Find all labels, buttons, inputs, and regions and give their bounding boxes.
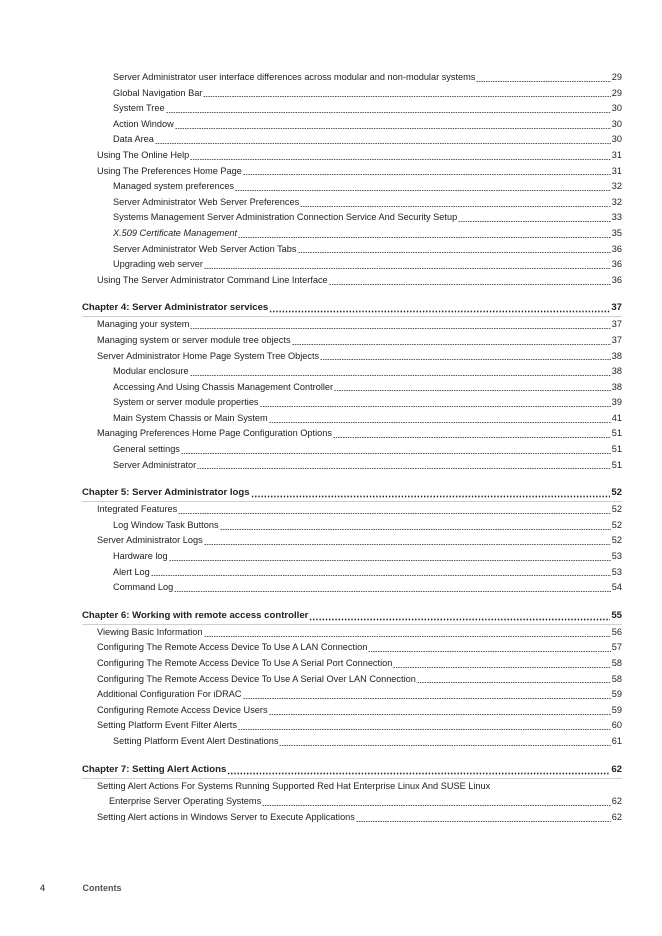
toc-entry-title: Setting Alert Actions For Systems Running Supported Red Hat Enterprise Linux And SUSE Linux <box>97 780 491 791</box>
toc-entry-title: General settings <box>113 444 180 455</box>
dot-leader <box>458 211 611 223</box>
dot-leader <box>279 735 610 747</box>
toc-entry[interactable] <box>82 179 622 195</box>
toc-entry[interactable] <box>82 565 622 581</box>
footer-label: Contents <box>82 883 122 893</box>
toc-entry[interactable] <box>82 533 622 549</box>
toc-entry[interactable] <box>82 273 622 289</box>
toc-entry-page-number: 29 <box>611 72 622 82</box>
toc-entry-title: System Tree <box>113 103 165 114</box>
dot-leader <box>269 704 611 716</box>
dot-leader <box>204 534 611 546</box>
toc-entry-page-number: 52 <box>611 535 622 546</box>
toc-entry-page-number: 62 <box>611 811 622 822</box>
toc-entry-title: Configuring The Remote Access Device To Use A Serial Over LAN Connection <box>97 673 416 684</box>
toc-entry[interactable] <box>82 86 622 102</box>
table-of-contents <box>82 70 622 825</box>
toc-entry-title: Setting Alert actions in Windows Server to Execute Applications <box>97 811 355 822</box>
toc-entry-title: Systems Management Server Administration Connection Service And Security Setup <box>113 212 458 223</box>
toc-entry[interactable] <box>82 364 622 380</box>
toc-entry-page-number: 60 <box>611 720 622 731</box>
dot-leader <box>320 350 611 362</box>
toc-entry-page-number: 38 <box>611 366 622 377</box>
dot-leader <box>190 365 611 377</box>
toc-entry[interactable] <box>82 257 622 273</box>
dot-leader <box>260 396 611 408</box>
dot-leader <box>175 118 611 130</box>
dot-leader <box>204 258 611 270</box>
toc-chapter-entry[interactable] <box>82 608 622 625</box>
dot-leader <box>334 381 611 393</box>
toc-entry-page-number: 36 <box>611 259 622 270</box>
toc-entry-page-number: 53 <box>611 566 622 577</box>
toc-entry-page-number: 58 <box>611 673 622 684</box>
toc-entry[interactable] <box>82 333 622 349</box>
dot-leader <box>243 688 611 700</box>
toc-entry[interactable] <box>82 164 622 180</box>
dot-leader <box>309 609 610 621</box>
toc-entry-title: Managing system or server module tree objects <box>97 334 291 345</box>
toc-entry-title: Main System Chassis or Main System <box>113 412 268 423</box>
toc-entry-page-number: 39 <box>611 397 622 408</box>
toc-entry-page-number: 56 <box>611 626 622 637</box>
toc-entry-title: Server Administrator user interface differences across modular and non-modular systems <box>113 72 476 82</box>
page-footer <box>40 883 122 893</box>
toc-entry-title: Integrated Features <box>97 504 178 515</box>
dot-leader <box>298 243 611 255</box>
dot-leader <box>356 811 611 823</box>
toc-entry-title: Global Navigation Bar <box>113 87 203 98</box>
toc-entry[interactable] <box>82 395 622 411</box>
toc-entry[interactable] <box>82 380 622 396</box>
toc-entry-page-number: 59 <box>611 704 622 715</box>
toc-entry-title: Accessing And Using Chassis Management Controller <box>113 381 334 392</box>
toc-entry-title: Configuring The Remote Access Device To Use A LAN Connection <box>97 642 368 653</box>
toc-entry-page-number: 29 <box>611 87 622 98</box>
dot-leader <box>262 795 611 807</box>
toc-entry-title: X.509 Certificate Management <box>113 227 238 238</box>
dot-leader <box>227 763 610 775</box>
toc-chapter-entry[interactable] <box>82 485 622 502</box>
toc-entry-page-number: 37 <box>611 302 622 314</box>
toc-entry-page-number: 32 <box>611 196 622 207</box>
toc-entry[interactable] <box>82 810 622 826</box>
toc-entry-title: Server Administrator <box>113 459 197 470</box>
toc-entry[interactable] <box>82 210 622 226</box>
toc-entry-title: Server Administrator Web Server Action Tabs <box>113 243 297 254</box>
toc-entry-page-number: 54 <box>611 582 622 593</box>
toc-entry-title: Configuring Remote Access Device Users <box>97 704 268 715</box>
toc-entry-page-number: 32 <box>611 181 622 192</box>
toc-entry-page-number: 62 <box>611 796 622 807</box>
dot-leader <box>368 641 610 653</box>
toc-entry-page-number: 37 <box>611 319 622 330</box>
dot-leader <box>238 227 611 239</box>
toc-entry[interactable] <box>82 411 622 427</box>
toc-entry-page-number: 36 <box>611 243 622 254</box>
toc-entry-title: Chapter 4: Server Administrator services <box>82 302 269 314</box>
toc-entry-page-number: 35 <box>611 227 622 238</box>
toc-entry-title: Server Administrator Web Server Preferences <box>113 196 300 207</box>
dot-leader <box>190 318 610 330</box>
toc-entry-page-number: 59 <box>611 689 622 700</box>
toc-entry-title: Server Administrator Logs <box>97 535 203 546</box>
toc-entry[interactable] <box>82 132 622 148</box>
toc-chapter-entry[interactable] <box>82 762 622 779</box>
toc-entry-title: Using The Server Administrator Command Line Interface <box>97 274 328 285</box>
toc-entry-page-number: 51 <box>611 444 622 455</box>
toc-entry[interactable] <box>82 687 622 703</box>
toc-entry-page-number: 52 <box>611 487 622 499</box>
toc-entry[interactable] <box>82 349 622 365</box>
toc-entry[interactable] <box>82 703 622 719</box>
toc-entry[interactable] <box>82 794 622 810</box>
toc-entry[interactable] <box>82 718 622 734</box>
toc-entry-title: System or server module properties <box>113 397 259 408</box>
toc-entry[interactable] <box>82 117 622 133</box>
toc-entry-title: Setting Platform Event Alert Destinations <box>113 735 279 746</box>
toc-entry[interactable] <box>82 672 622 688</box>
toc-entry-title: Modular enclosure <box>113 366 189 377</box>
toc-entry[interactable] <box>82 779 622 795</box>
toc-entry-title: Using The Preferences Home Page <box>97 165 242 176</box>
toc-entry-page-number: 36 <box>611 274 622 285</box>
toc-entry-page-number: 31 <box>611 165 622 176</box>
toc-entry-page-number: 61 <box>611 735 622 746</box>
dot-leader <box>203 87 610 99</box>
toc-entry-title: Configuring The Remote Access Device To Use A Serial Port Connection <box>97 658 393 668</box>
toc-entry[interactable] <box>82 70 622 86</box>
dot-leader <box>174 581 611 593</box>
dot-leader <box>197 459 611 471</box>
toc-entry-title: Upgrading web server <box>113 259 203 270</box>
toc-entry-title: Chapter 5: Server Administrator logs <box>82 487 250 499</box>
toc-entry[interactable] <box>82 101 622 117</box>
toc-entry-page-number: 62 <box>611 763 622 775</box>
dot-leader <box>155 133 611 145</box>
toc-entry-title: Additional Configuration For iDRAC <box>97 689 242 700</box>
toc-entry[interactable] <box>82 656 622 672</box>
toc-entry-title: Using The Online Help <box>97 149 190 160</box>
dot-leader <box>178 503 611 515</box>
toc-entry-page-number: 38 <box>611 350 622 361</box>
toc-entry-page-number: 33 <box>611 212 622 223</box>
dot-leader <box>393 657 610 669</box>
toc-entry-title: Command Log <box>113 582 174 593</box>
dot-leader <box>476 71 610 83</box>
toc-entry[interactable] <box>82 226 622 242</box>
dot-leader <box>169 550 611 562</box>
toc-entry-title: Server Administrator Home Page System Tree Objects <box>97 350 320 361</box>
toc-entry[interactable] <box>82 458 622 474</box>
toc-entry-title: Managing your system <box>97 319 190 330</box>
dot-leader <box>269 301 610 313</box>
dot-leader <box>166 102 611 114</box>
toc-entry[interactable] <box>82 734 622 750</box>
toc-entry-page-number: 30 <box>611 103 622 114</box>
toc-entry-page-number: 51 <box>611 459 622 470</box>
toc-entry-page-number: 52 <box>611 504 622 515</box>
toc-entry-title: Chapter 7: Setting Alert Actions <box>82 763 227 775</box>
dot-leader <box>333 427 611 439</box>
dot-leader <box>151 566 611 578</box>
toc-entry[interactable] <box>82 242 622 258</box>
dot-leader <box>251 486 611 498</box>
toc-entry-page-number: 31 <box>611 149 622 160</box>
toc-entry-page-number: 38 <box>611 381 622 392</box>
toc-entry-title: Action Window <box>113 118 174 129</box>
toc-chapter-entry[interactable] <box>82 300 622 317</box>
footer-page-number: 4 <box>40 883 46 893</box>
toc-entry[interactable] <box>82 580 622 596</box>
toc-entry-page-number: 58 <box>611 658 622 668</box>
dot-leader <box>329 274 611 286</box>
toc-entry-title: Hardware log <box>113 551 168 562</box>
toc-entry-title: Setting Platform Event Filter Alerts <box>97 720 237 731</box>
toc-entry-page-number: 37 <box>611 334 622 345</box>
toc-entry[interactable] <box>82 502 622 518</box>
toc-entry-title: Chapter 6: Working with remote access controller <box>82 609 309 621</box>
toc-entry-title: Enterprise Server Operating Systems <box>109 796 262 807</box>
toc-entry-page-number: 55 <box>611 609 622 621</box>
toc-entry[interactable] <box>82 426 622 442</box>
toc-entry-title: Viewing Basic Information <box>97 626 203 637</box>
toc-entry-page-number: 53 <box>611 551 622 562</box>
toc-entry[interactable] <box>82 640 622 656</box>
dot-leader <box>190 149 611 161</box>
toc-entry[interactable] <box>82 549 622 565</box>
toc-entry-title: Data Area <box>113 134 154 145</box>
toc-entry-page-number: 52 <box>611 519 622 530</box>
toc-entry-page-number: 41 <box>611 412 622 423</box>
toc-entry-page-number: 30 <box>611 118 622 129</box>
toc-entry-title: Alert Log <box>113 566 150 577</box>
dot-leader <box>220 519 611 531</box>
dot-leader <box>300 196 611 208</box>
toc-entry[interactable] <box>82 148 622 164</box>
toc-entry-page-number: 57 <box>611 642 622 653</box>
dot-leader <box>181 443 611 455</box>
dot-leader <box>243 165 611 177</box>
dot-leader <box>204 626 611 638</box>
toc-entry[interactable] <box>82 195 622 211</box>
toc-entry-title: Managed system preferences <box>113 181 235 192</box>
toc-entry[interactable] <box>82 518 622 534</box>
toc-entry[interactable] <box>82 442 622 458</box>
dot-leader <box>238 719 611 731</box>
dot-leader <box>417 673 611 685</box>
toc-entry[interactable] <box>82 625 622 641</box>
dot-leader <box>235 180 611 192</box>
toc-entry[interactable] <box>82 317 622 333</box>
dot-leader <box>269 412 611 424</box>
dot-leader <box>292 334 611 346</box>
toc-entry-page-number: 51 <box>611 428 622 439</box>
toc-entry-page-number: 30 <box>611 134 622 145</box>
toc-entry-title: Log Window Task Buttons <box>113 519 219 530</box>
toc-entry-title: Managing Preferences Home Page Configuration Options <box>97 428 332 439</box>
